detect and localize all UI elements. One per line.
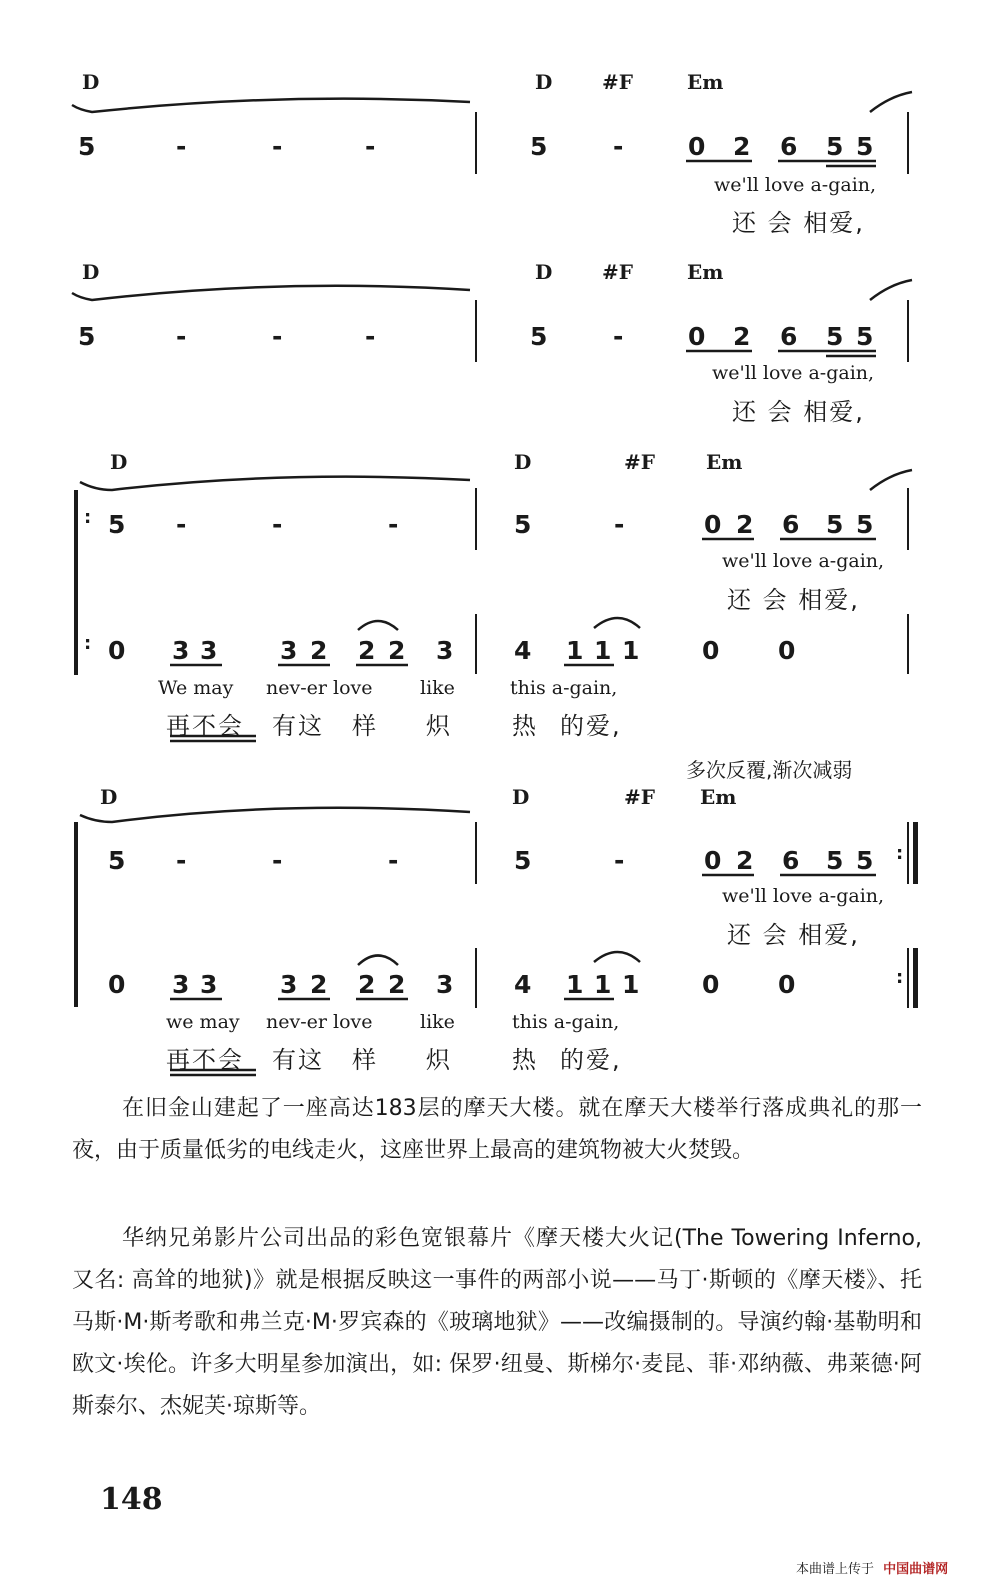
- note: 3: [172, 636, 190, 665]
- note: 6: [782, 510, 800, 539]
- note: 0: [702, 970, 720, 999]
- note: -: [388, 846, 399, 875]
- note: 0: [688, 322, 706, 351]
- repeat-dots: :: [84, 633, 92, 654]
- paragraph: 在旧金山建起了一座高达183层的摩天大楼。就在摩天大楼举行落成典礼的那一夜，由于质量低劣的电线走火，这座世界上最高的建筑物被大火焚毁。: [72, 1096, 922, 1163]
- tie-curve: [80, 808, 470, 822]
- note: 2: [733, 132, 751, 161]
- chord-label: D: [535, 260, 553, 284]
- note: 1: [622, 636, 640, 665]
- note: -: [176, 846, 187, 875]
- note: 0: [688, 132, 706, 161]
- chord-label: D: [82, 260, 100, 284]
- chord-label: Em: [706, 450, 743, 474]
- note: 5: [856, 132, 874, 161]
- lyric-chinese: 还 会 相爱,: [727, 586, 860, 614]
- slur-curve: [358, 621, 398, 630]
- tie-curve: [870, 92, 912, 112]
- lyric-chinese: 还 会 相爱,: [732, 398, 865, 426]
- upload-note: 本曲谱上传于: [796, 1562, 875, 1577]
- tie-curve: [80, 477, 470, 490]
- note: 2: [310, 970, 328, 999]
- note: 5: [826, 510, 844, 539]
- lyric-chinese: 有这: [272, 712, 324, 740]
- lyric-english: We may: [158, 677, 234, 699]
- lyric-english: nev-er love: [266, 1011, 373, 1033]
- note: 3: [200, 636, 218, 665]
- note: -: [614, 510, 625, 539]
- site-logo: 中国曲谱网: [883, 1562, 949, 1577]
- chord-label: D: [514, 450, 532, 474]
- note: 5: [856, 322, 874, 351]
- note: 1: [566, 970, 584, 999]
- note: 5: [530, 322, 548, 351]
- note: 4: [514, 970, 532, 999]
- note: -: [176, 132, 187, 161]
- lyric-english: nev-er love: [266, 677, 373, 699]
- note: 6: [780, 132, 798, 161]
- note: -: [613, 132, 624, 161]
- note: -: [614, 846, 625, 875]
- lyric-english: this a-gain,: [510, 677, 618, 699]
- repeat-dots: :: [896, 843, 904, 864]
- note: -: [272, 132, 283, 161]
- note: 0: [704, 510, 722, 539]
- note: 5: [856, 510, 874, 539]
- note: 6: [780, 322, 798, 351]
- note: 2: [388, 970, 406, 999]
- note: 5: [826, 846, 844, 875]
- note: -: [365, 322, 376, 351]
- note: 5: [78, 132, 96, 161]
- note: 1: [622, 970, 640, 999]
- note: 0: [108, 970, 126, 999]
- note: 3: [172, 970, 190, 999]
- tie-curve: [72, 286, 470, 300]
- note: -: [388, 510, 399, 539]
- lyric-chinese: 的爱,: [560, 1046, 622, 1074]
- note: 0: [778, 636, 796, 665]
- note: 3: [280, 636, 298, 665]
- lyric-english: we'll love a-gain,: [722, 550, 885, 572]
- chord-label: D: [512, 785, 530, 809]
- lyric-chinese: 还 会 相爱,: [727, 921, 860, 949]
- chord-label: D: [110, 450, 128, 474]
- performance-instruction: 多次反覆,渐次减弱: [686, 758, 853, 782]
- note: 2: [388, 636, 406, 665]
- chord-label: #F: [602, 260, 633, 284]
- lyric-chinese: 再不会: [166, 1046, 244, 1074]
- note: 0: [704, 846, 722, 875]
- note: 1: [594, 970, 612, 999]
- lyric-chinese: 热: [512, 1046, 538, 1074]
- lyric-english: we may: [166, 1011, 240, 1033]
- note: 3: [436, 636, 454, 665]
- note: 5: [826, 132, 844, 161]
- page-number: 148: [100, 1482, 163, 1517]
- note: 5: [78, 322, 96, 351]
- note: 5: [514, 846, 532, 875]
- note: -: [272, 322, 283, 351]
- slur-curve: [594, 618, 640, 628]
- note: 4: [514, 636, 532, 665]
- note: 3: [436, 970, 454, 999]
- tie-curve: [870, 470, 912, 490]
- note: 2: [358, 636, 376, 665]
- lyric-chinese: 再不会: [166, 712, 244, 740]
- chord-label: Em: [687, 70, 724, 94]
- lyric-english: like: [420, 677, 455, 699]
- footer-watermark: [796, 1558, 948, 1577]
- slur-curve: [594, 952, 640, 962]
- lyric-chinese: 热: [512, 712, 538, 740]
- repeat-dots: :: [84, 507, 92, 528]
- note: 3: [200, 970, 218, 999]
- chord-label: Em: [700, 785, 737, 809]
- lyric-chinese: 样: [352, 712, 378, 740]
- chord-label: #F: [602, 70, 633, 94]
- chord-label: Em: [687, 260, 724, 284]
- note: 0: [778, 970, 796, 999]
- chord-label: #F: [624, 450, 655, 474]
- note: 2: [736, 846, 754, 875]
- note: 1: [594, 636, 612, 665]
- slur-curve: [358, 956, 398, 966]
- lyric-chinese: 炽: [426, 1046, 452, 1074]
- note: 5: [514, 510, 532, 539]
- note: 5: [530, 132, 548, 161]
- note: -: [176, 322, 187, 351]
- note: 5: [826, 322, 844, 351]
- lyric-chinese: 样: [352, 1046, 378, 1074]
- note: 5: [108, 846, 126, 875]
- chord-label: D: [535, 70, 553, 94]
- note: 1: [566, 636, 584, 665]
- note: 0: [702, 636, 720, 665]
- lyric-chinese: 有这: [272, 1046, 324, 1074]
- note: 2: [358, 970, 376, 999]
- paragraph: 华纳兄弟影片公司出品的彩色宽银幕片《摩天楼大火记(The Towering Inferno, 又名: 高耸的地狱)》就是根据反映这一事件的两部小说——马丁·斯顿的《摩天楼》、托马斯·M·斯考歌和弗兰克·M·罗宾森的《玻璃地狱》——改编摄制的。导演约翰·基勒明和欧文·埃伦。许多大明星参加演出，如: 保罗·纽曼、斯梯尔·麦昆、菲·邓纳薇、弗莱德·阿斯泰尔、杰妮芙·琼斯等。: [72, 1226, 922, 1419]
- note: -: [272, 846, 283, 875]
- note: 2: [736, 510, 754, 539]
- note: 3: [280, 970, 298, 999]
- lyric-english: like: [420, 1011, 455, 1033]
- note: 5: [108, 510, 126, 539]
- note: -: [176, 510, 187, 539]
- repeat-dots: :: [896, 967, 904, 988]
- note: -: [272, 510, 283, 539]
- note: 2: [733, 322, 751, 351]
- note: 2: [310, 636, 328, 665]
- tie-curve: [870, 280, 912, 300]
- chord-label: #F: [624, 785, 655, 809]
- note: -: [365, 132, 376, 161]
- lyric-english: we'll love a-gain,: [722, 885, 885, 907]
- lyric-chinese: 的爱,: [560, 712, 622, 740]
- lyric-english: we'll love a-gain,: [714, 174, 877, 196]
- lyric-chinese: 炽: [426, 712, 452, 740]
- note: 0: [108, 636, 126, 665]
- tie-curve: [72, 99, 470, 112]
- note: 5: [856, 846, 874, 875]
- lyric-chinese: 还 会 相爱,: [732, 209, 865, 237]
- lyric-english: this a-gain,: [512, 1011, 620, 1033]
- chord-label: D: [82, 70, 100, 94]
- chord-label: D: [100, 785, 118, 809]
- note: 6: [782, 846, 800, 875]
- note: -: [613, 322, 624, 351]
- lyric-english: we'll love a-gain,: [712, 362, 875, 384]
